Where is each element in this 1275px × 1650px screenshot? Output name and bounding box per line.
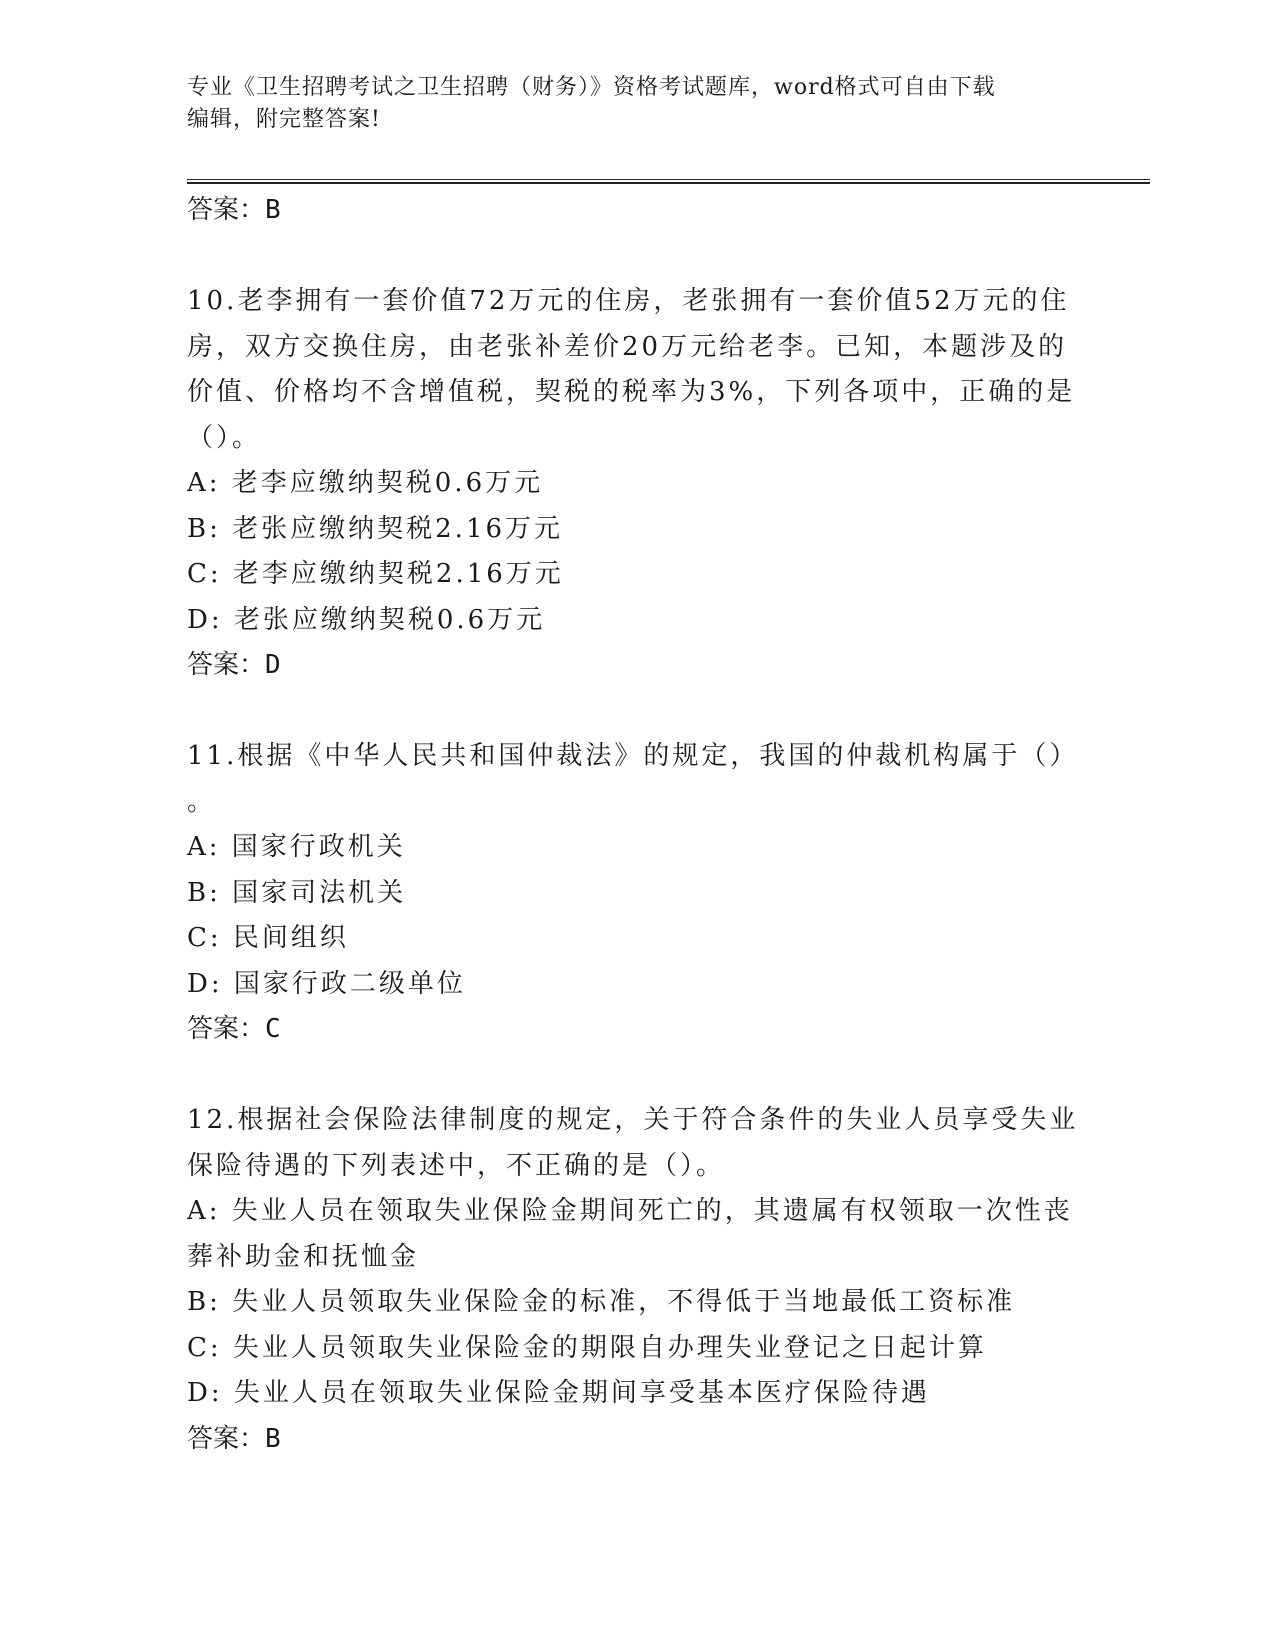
- q10-option-a: A: 老李应缴纳契税0.6万元: [187, 468, 544, 498]
- q11-option-d: D: 国家行政二级单位: [187, 968, 466, 999]
- q12-answer: 答案：B: [187, 1423, 281, 1454]
- q10-stem-line-3: 价值、价格均不含增值税，契税的税率为3%，下列各项中，正确的是: [187, 377, 1076, 407]
- header-line-2: 编辑，附完整答案!: [187, 107, 381, 132]
- q10-option-d: D: 老张应缴纳契税0.6万元: [187, 604, 546, 635]
- header-line-1: 专业《卫生招聘考试之卫生招聘（财务）》资格考试题库，word格式可自由下载: [187, 75, 996, 100]
- q11-stem-line-1: 11.根据《中华人民共和国仲裁法》的规定，我国的仲裁机构属于（）: [187, 741, 1079, 771]
- q11-option-c: C: 民间组织: [187, 923, 349, 953]
- q10-stem-line-1: 10.老李拥有一套价值72万元的住房，老张拥有一套价值52万元的住: [187, 286, 1070, 316]
- q10-stem-line-4: （）。: [187, 422, 262, 453]
- q11-stem-line-2: 。: [187, 786, 217, 817]
- q10-option-b: B: 老张应缴纳契税2.16万元: [187, 513, 564, 544]
- spacer: [187, 1053, 1067, 1099]
- q11-option-a: A: 国家行政机关: [187, 832, 406, 862]
- q10-option-c: C: 老李应缴纳契税2.16万元: [187, 559, 564, 589]
- question-10: [187, 279, 1076, 689]
- q10-stem-line-2: 房，双方交换住房，由老张补差价20万元给老李。已知，本题涉及的: [187, 331, 1068, 362]
- q12-option-d: D: 失业人员在领取失业保险金期间享受基本医疗保险待遇: [187, 1378, 930, 1408]
- q12-stem-line-2: 保险待遇的下列表述中，不正确的是（）。: [187, 1150, 726, 1181]
- document-header: [187, 72, 1067, 136]
- q11-option-b: B: 国家司法机关: [187, 877, 407, 908]
- spacer: [187, 689, 1067, 735]
- answer-prev: 答案：B: [187, 195, 281, 225]
- question-list: [187, 188, 1079, 1462]
- q12-option-a: A: 失业人员在领取失业保险金期间死亡的，其遗属有权领取一次性丧: [187, 1196, 1073, 1226]
- spacer: [187, 234, 1067, 280]
- question-12: [187, 1098, 1079, 1462]
- q10-answer: 答案：D: [187, 650, 281, 680]
- header-divider-thin: [187, 179, 1150, 180]
- q12-stem-line-1: 12.根据社会保险法律制度的规定，关于符合条件的失业人员享受失业: [187, 1105, 1079, 1135]
- q11-answer: 答案：C: [187, 1014, 281, 1044]
- q12-option-c: C: 失业人员领取失业保险金的期限自办理失业登记之日起计算: [187, 1332, 987, 1363]
- header-divider-thick: [187, 182, 1150, 184]
- q12-option-b: B: 失业人员领取失业保险金的标准，不得低于当地最低工资标准: [187, 1287, 1016, 1317]
- q12-option-a-cont: 葬补助金和抚恤金: [187, 1241, 420, 1272]
- question-11: [187, 734, 1079, 1053]
